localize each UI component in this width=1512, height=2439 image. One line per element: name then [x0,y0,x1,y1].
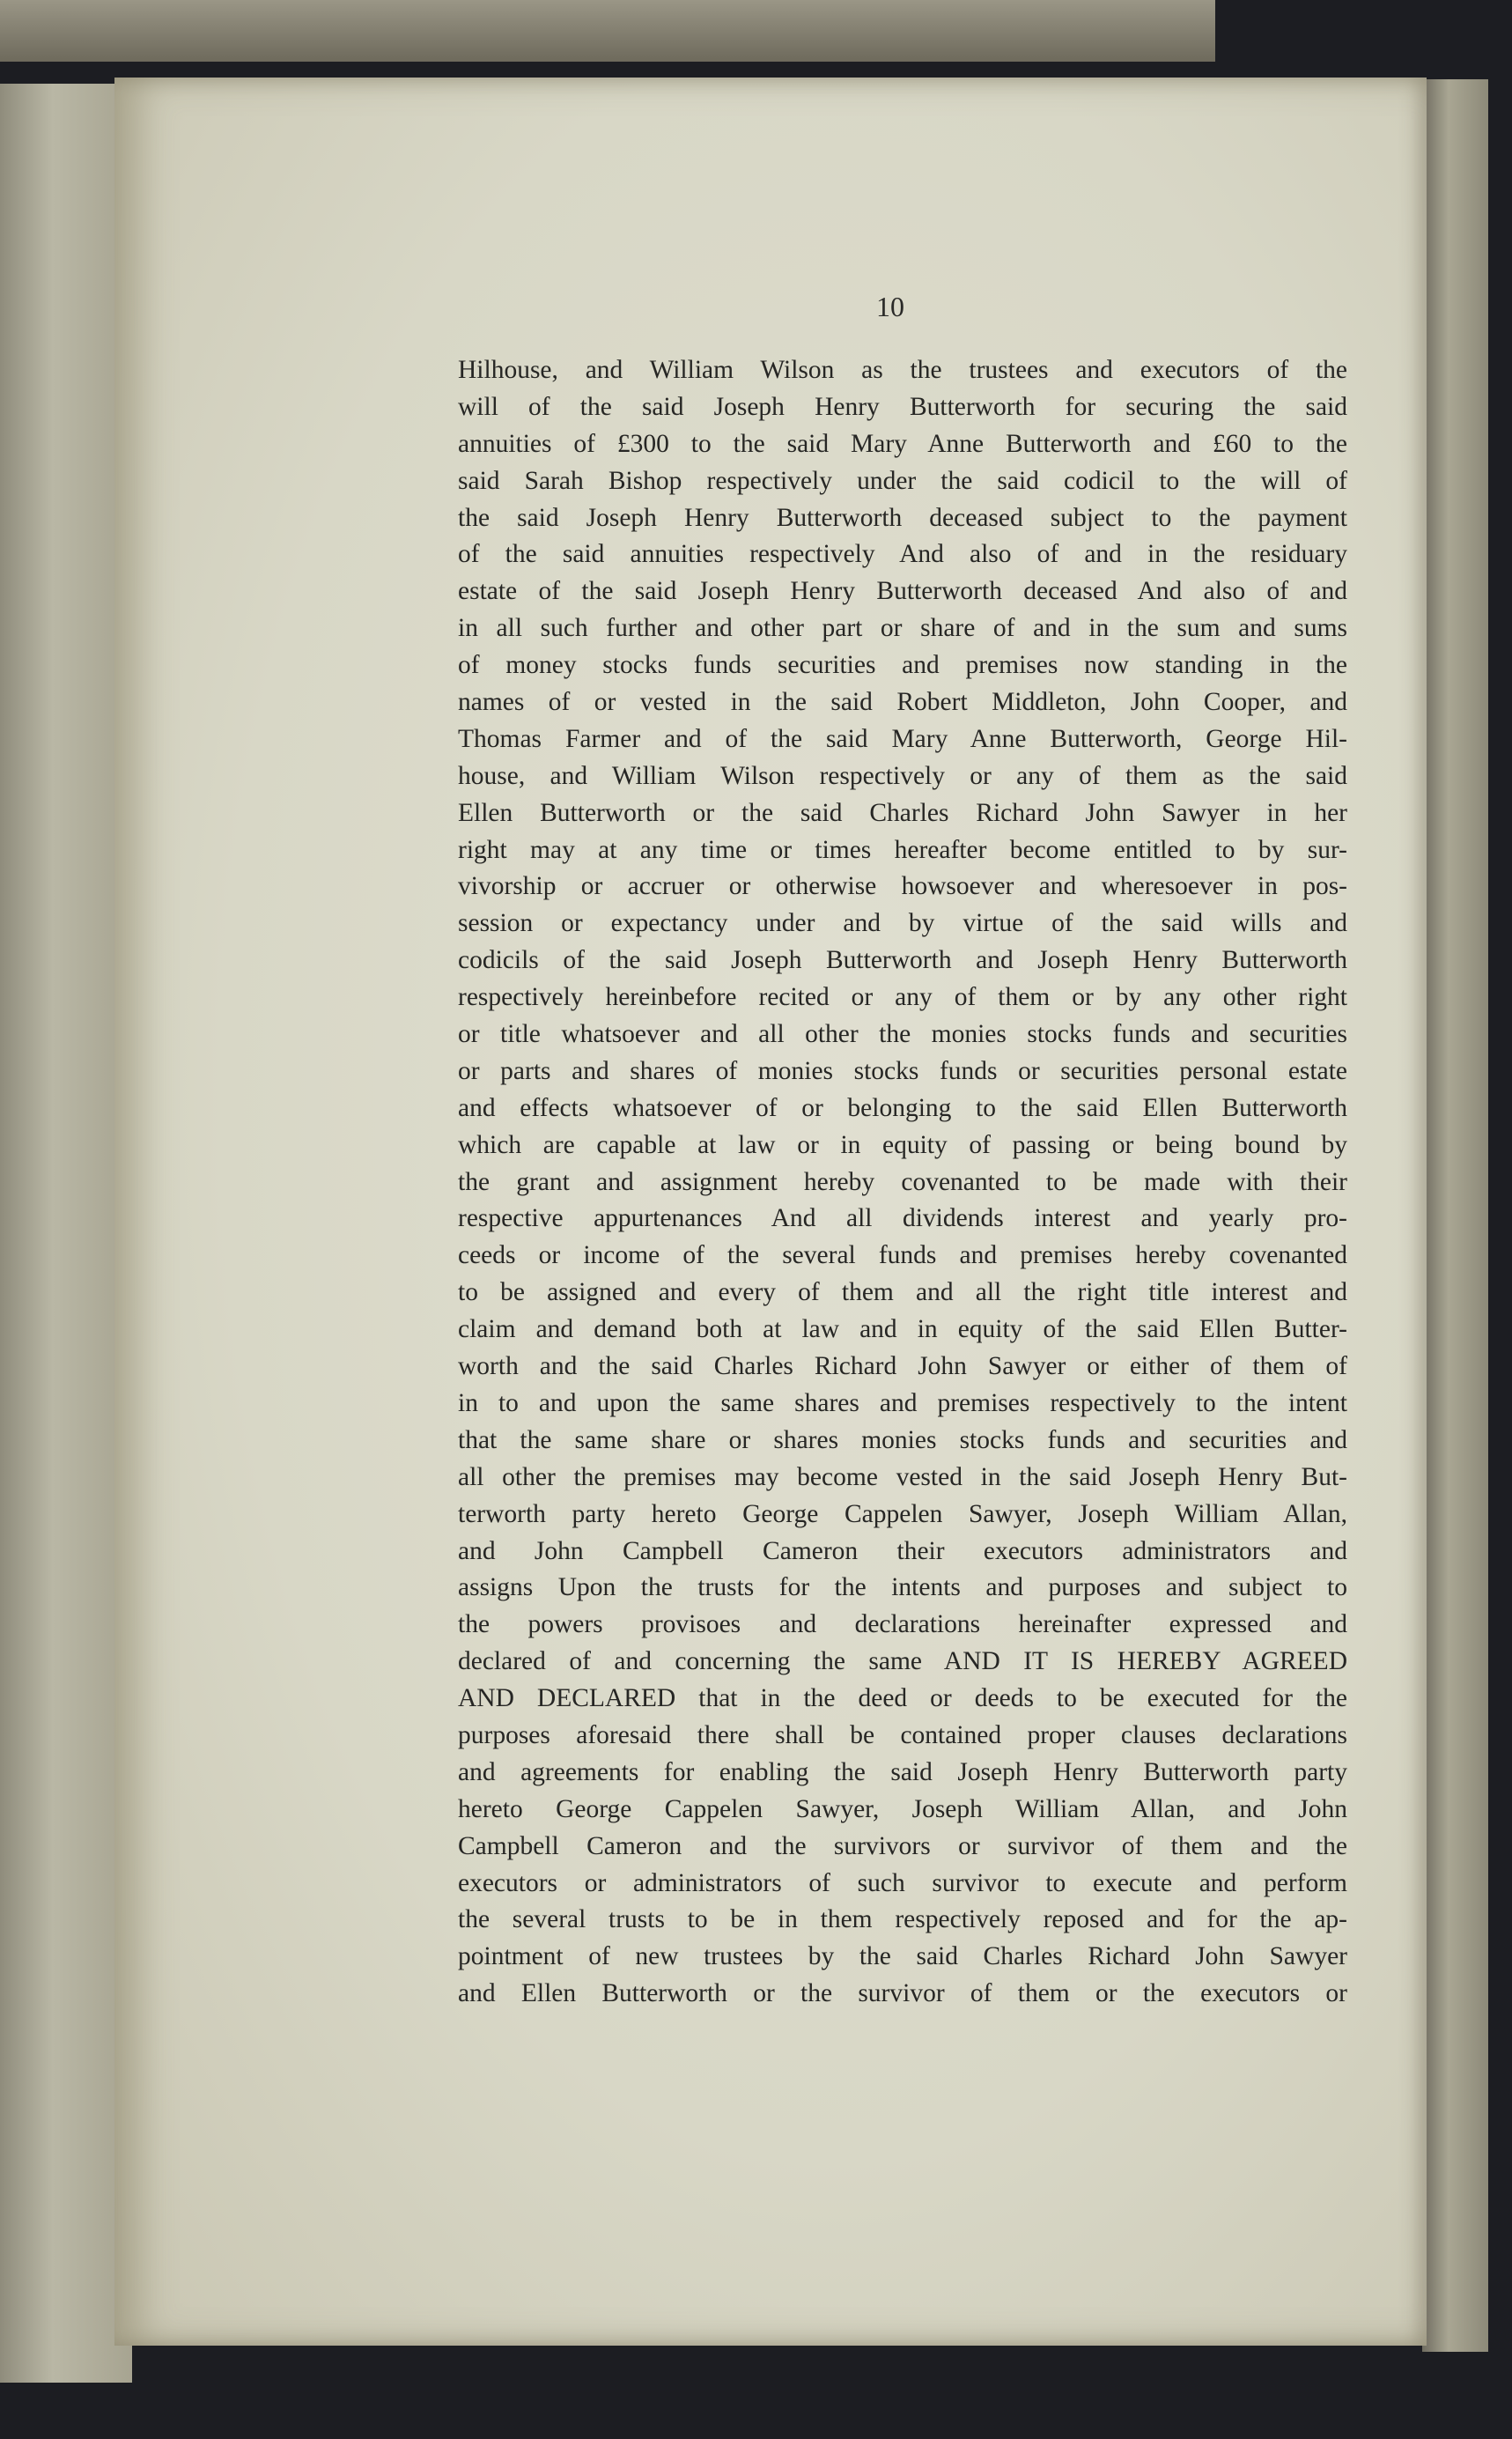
text-line: which are capable at law or in equity of passing or being bound by [458,1130,1347,1159]
text-line: or title whatsoever and all other the monies stocks funds and securities [458,1020,1347,1049]
text-line: names of or vested in the said Robert Middleton, John Cooper, and [458,688,1347,717]
text-line: in all such further and other part or share of and in the sum and sums [458,614,1347,643]
text-line: terworth party hereto George Cappelen Sawyer, Joseph William Allan, [458,1499,1347,1528]
right-page-edge [1422,79,1488,2352]
text-line: session or expectancy under and by virtue of the said wills and [458,909,1347,938]
text-line: respective appurtenances And all dividends interest and yearly pro- [458,1204,1347,1233]
text-line: the said Joseph Henry Butterworth deceased subject to the payment [458,503,1347,532]
text-line: or parts and shares of monies stocks funds or securities personal estate [458,1056,1347,1085]
text-line: claim and demand both at law and in equity of the said Ellen Butter- [458,1315,1347,1344]
text-line: to be assigned and every of them and all the right title interest and [458,1278,1347,1307]
text-line: purposes aforesaid there shall be contained proper clauses declarations [458,1720,1347,1749]
text-line: executors or administrators of such survivor to execute and perform [458,1868,1347,1897]
text-line: the grant and assignment hereby covenanted to be made with their [458,1167,1347,1196]
body-text [458,352,1347,2013]
text-line: right may at any time or times hereafter become entitled to by sur- [458,835,1347,864]
text-line: assigns Upon the trusts for the intents and purposes and subject to [458,1573,1347,1602]
book-top-edge [0,0,1215,62]
text-line: estate of the said Joseph Henry Butterworth deceased And also of and [458,577,1347,606]
text-line: of money stocks funds securities and premises now standing in the [458,651,1347,680]
text-line: and effects whatsoever of or belonging to the said Ellen Butterworth [458,1093,1347,1122]
text-line: and John Campbell Cameron their executors administrators and [458,1536,1347,1565]
text-line: will of the said Joseph Henry Butterworth for securing the said [458,392,1347,421]
left-page-edge [0,84,132,2383]
text-line: the several trusts to be in them respectively reposed and for the ap- [458,1905,1347,1934]
text-line: vivorship or accruer or otherwise howsoever and wheresoever in pos- [458,872,1347,901]
text-line: the powers provisoes and declarations hereinafter expressed and [458,1610,1347,1639]
text-line: and agreements for enabling the said Joseph Henry Butterworth party [458,1757,1347,1786]
text-line: in to and upon the same shares and premises respectively to the intent [458,1388,1347,1417]
text-line: of the said annuities respectively And also of and in the residuary [458,540,1347,569]
text-line: AND DECLARED that in the deed or deeds to be executed for the [458,1684,1347,1713]
text-line: all other the premises may become vested in the said Joseph Henry But- [458,1462,1347,1491]
text-line: hereto George Cappelen Sawyer, Joseph William Allan, and John [458,1794,1347,1823]
text-line: Campbell Cameron and the survivors or survivor of them and the [458,1831,1347,1860]
text-line: annuities of £300 to the said Mary Anne Butterworth and £60 to the [458,429,1347,458]
text-line: worth and the said Charles Richard John Sawyer or either of them of [458,1352,1347,1381]
text-line: respectively hereinbefore recited or any of them or by any other right [458,983,1347,1012]
text-line: ceeds or income of the several funds and premises hereby covenanted [458,1241,1347,1270]
text-line: and Ellen Butterworth or the survivor of them or the executors or [458,1979,1347,2008]
page-number: 10 [876,291,904,322]
text-line: codicils of the said Joseph Butterworth and Joseph Henry Butterworth [458,946,1347,975]
text-line: said Sarah Bishop respectively under the said codicil to the will of [458,466,1347,495]
text-line: house, and William Wilson respectively or any of them as the said [458,761,1347,790]
text-line: declared of and concerning the same AND IT IS HEREBY AGREED [458,1647,1347,1676]
text-line: Ellen Butterworth or the said Charles Richard John Sawyer in her [458,798,1347,827]
text-line: that the same share or shares monies stocks funds and securities and [458,1425,1347,1454]
text-line: Hilhouse, and William Wilson as the trustees and executors of the [458,356,1347,384]
text-line: Thomas Farmer and of the said Mary Anne Butterworth, George Hil- [458,724,1347,753]
text-line: pointment of new trustees by the said Charles Richard John Sawyer [458,1942,1347,1971]
